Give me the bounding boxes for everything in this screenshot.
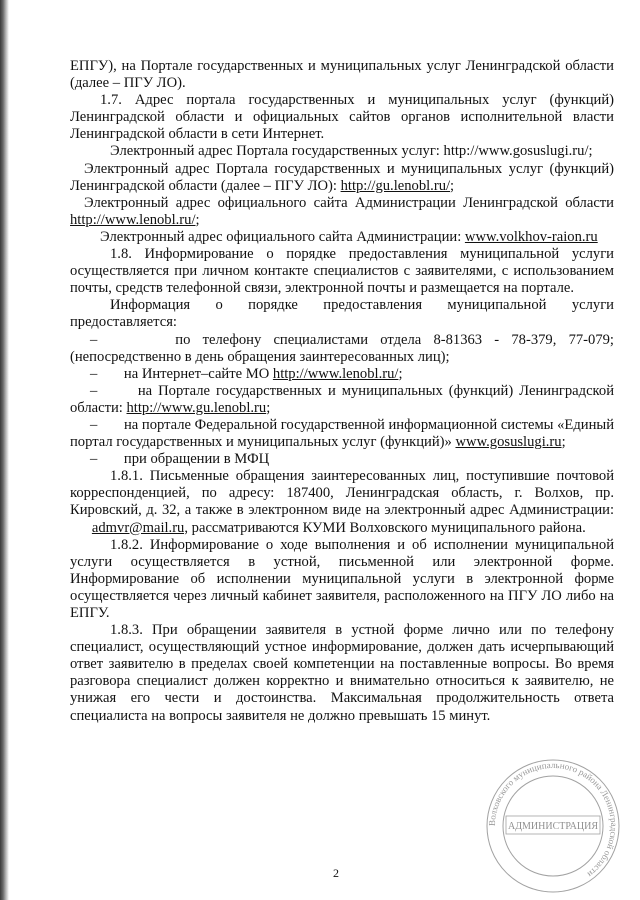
gosuslugi-link[interactable]: www.gosuslugi.ru	[455, 434, 562, 451]
bullet-dash: –	[90, 451, 98, 468]
punct: ;	[398, 365, 403, 382]
paragraph-text: Электронный адрес официального сайта Администрации:	[100, 228, 465, 245]
document-page	[70, 58, 614, 725]
mo-site-link[interactable]: http://www.lenobl.ru/	[272, 365, 399, 382]
paragraph-1-8-1	[70, 468, 614, 536]
seal-ring-text: Волховского муниципального района Ленинградской области	[486, 759, 620, 880]
bullet-internet-site	[70, 366, 614, 383]
paragraph-text: Электронный адрес Портала государственных и муниципальных услуг (функций) Ленинградской области (далее – ПГУ ЛО):	[70, 160, 614, 194]
paragraph-pgu-lo-address	[70, 161, 614, 195]
page-number: 2	[333, 866, 339, 880]
paragraph-text: Электронный адрес Портала государственных услуг:	[110, 143, 444, 160]
seal-center-text: АДМИНИСТРАЦИЯ	[508, 821, 598, 832]
bullet-mfc	[70, 451, 614, 468]
official-seal	[478, 756, 628, 896]
gu-lenobl-link[interactable]: http://www.gu.lenobl.ru	[126, 399, 267, 416]
bullet-dash: –	[90, 382, 98, 399]
paragraph-info-provided: Информация о порядке предоставления муниципальной услуги предоставляется:	[70, 297, 614, 331]
paragraph-text: 1.8.1. Письменные обращения заинтересованных лиц, поступившие почтовой корреспонденцией, по адресу: 187400, Ленинградская область, г. Волхов, пр. Кировский, д. 32, а также в электронном виде на электронный адрес Администрации:	[70, 468, 614, 519]
paragraph-text: рассматриваются КУМИ Волховского муниципального района.	[188, 519, 586, 536]
punct: ;	[450, 177, 455, 194]
bullet-text: по телефону специалистами отдела 8-81363 - 78-379, 77-079; (непосредственно в день обращения заинтересованных лиц);	[70, 331, 614, 365]
punct: ;	[561, 434, 566, 451]
bullet-dash: –	[90, 416, 98, 433]
volkhov-raion-link[interactable]: www.volkhov-raion.ru	[464, 228, 598, 245]
bullet-text: при обращении в МФЦ	[123, 451, 270, 468]
paragraph-1-7: 1.7. Адрес портала государственных и муниципальных услуг (функций) Ленинградской области и официальных сайтов органов исполнительной власти Ленинградской области в сети Интернет.	[70, 92, 614, 143]
paragraph-gosuslugi-address	[70, 143, 614, 160]
bullet-dash: –	[90, 365, 98, 382]
bullet-pgu-portal	[70, 383, 614, 417]
admvr-email-link[interactable]: admvr@mail.ru,	[91, 519, 189, 536]
punct: ;	[195, 211, 200, 228]
punct: ;	[266, 399, 271, 416]
paragraph-1-8-3: 1.8.3. При обращении заявителя в устной форме лично или по телефону специалист, осуществляющий устное информирование, должен дать исчерпывающий ответ заявителю в пределах своей компетенции на поставленные вопросы. Во время разговора специалист должен корректно и внимательно относиться к заявителю, не унижая его чести и достоинства. Максимальная продолжительность ответа специалиста на вопросы заявителя не должно превышать 15 минут.	[70, 622, 614, 724]
pgu-lo-link[interactable]: http://gu.lenobl.ru/	[340, 177, 451, 194]
paragraph-text: Электронный адрес официального сайта Администрации Ленинградской области	[84, 194, 614, 211]
lenobl-link[interactable]: http://www.lenobl.ru/	[70, 211, 196, 228]
paragraph-continuation: ЕПГУ), на Портале государственных и муниципальных услуг Ленинградской области (далее – ПГУ ЛО).	[70, 58, 614, 92]
paragraph-administration-site	[70, 229, 614, 246]
gosuslugi-url: http://www.gosuslugi.ru/;	[443, 143, 593, 160]
bullet-text: на Интернет–сайте МО	[123, 365, 273, 382]
paragraph-lenobl-address	[70, 195, 614, 229]
scan-edge	[0, 0, 9, 900]
bullet-text: на Портале государственных и муниципальных (функций) Ленинградской области:	[70, 382, 615, 416]
bullet-phone	[70, 332, 614, 366]
bullet-dash: –	[90, 331, 98, 348]
bullet-federal-portal	[70, 417, 614, 451]
paragraph-1-8-2: 1.8.2. Информирование о ходе выполнения и об исполнении муниципальной услуги осуществляется в устной, письменной или электронной форме. Информирование об исполнении муниципальной услуги в электронной форме осуществляется через личный кабинет заявителя, расположенного на ПГУ ЛО либо на ЕПГУ.	[70, 536, 614, 621]
bullet-text: на портале Федеральной государственной информационной системы «Единый портал государственных и муниципальных услуг (функций)»	[70, 416, 615, 451]
paragraph-1-8: 1.8. Информирование о порядке предоставления муниципальной услуги осуществляется при личном контакте специалистов с заявителями, с использованием почты, средств телефонной связи, электронной почты и размещается на портале.	[70, 246, 614, 297]
